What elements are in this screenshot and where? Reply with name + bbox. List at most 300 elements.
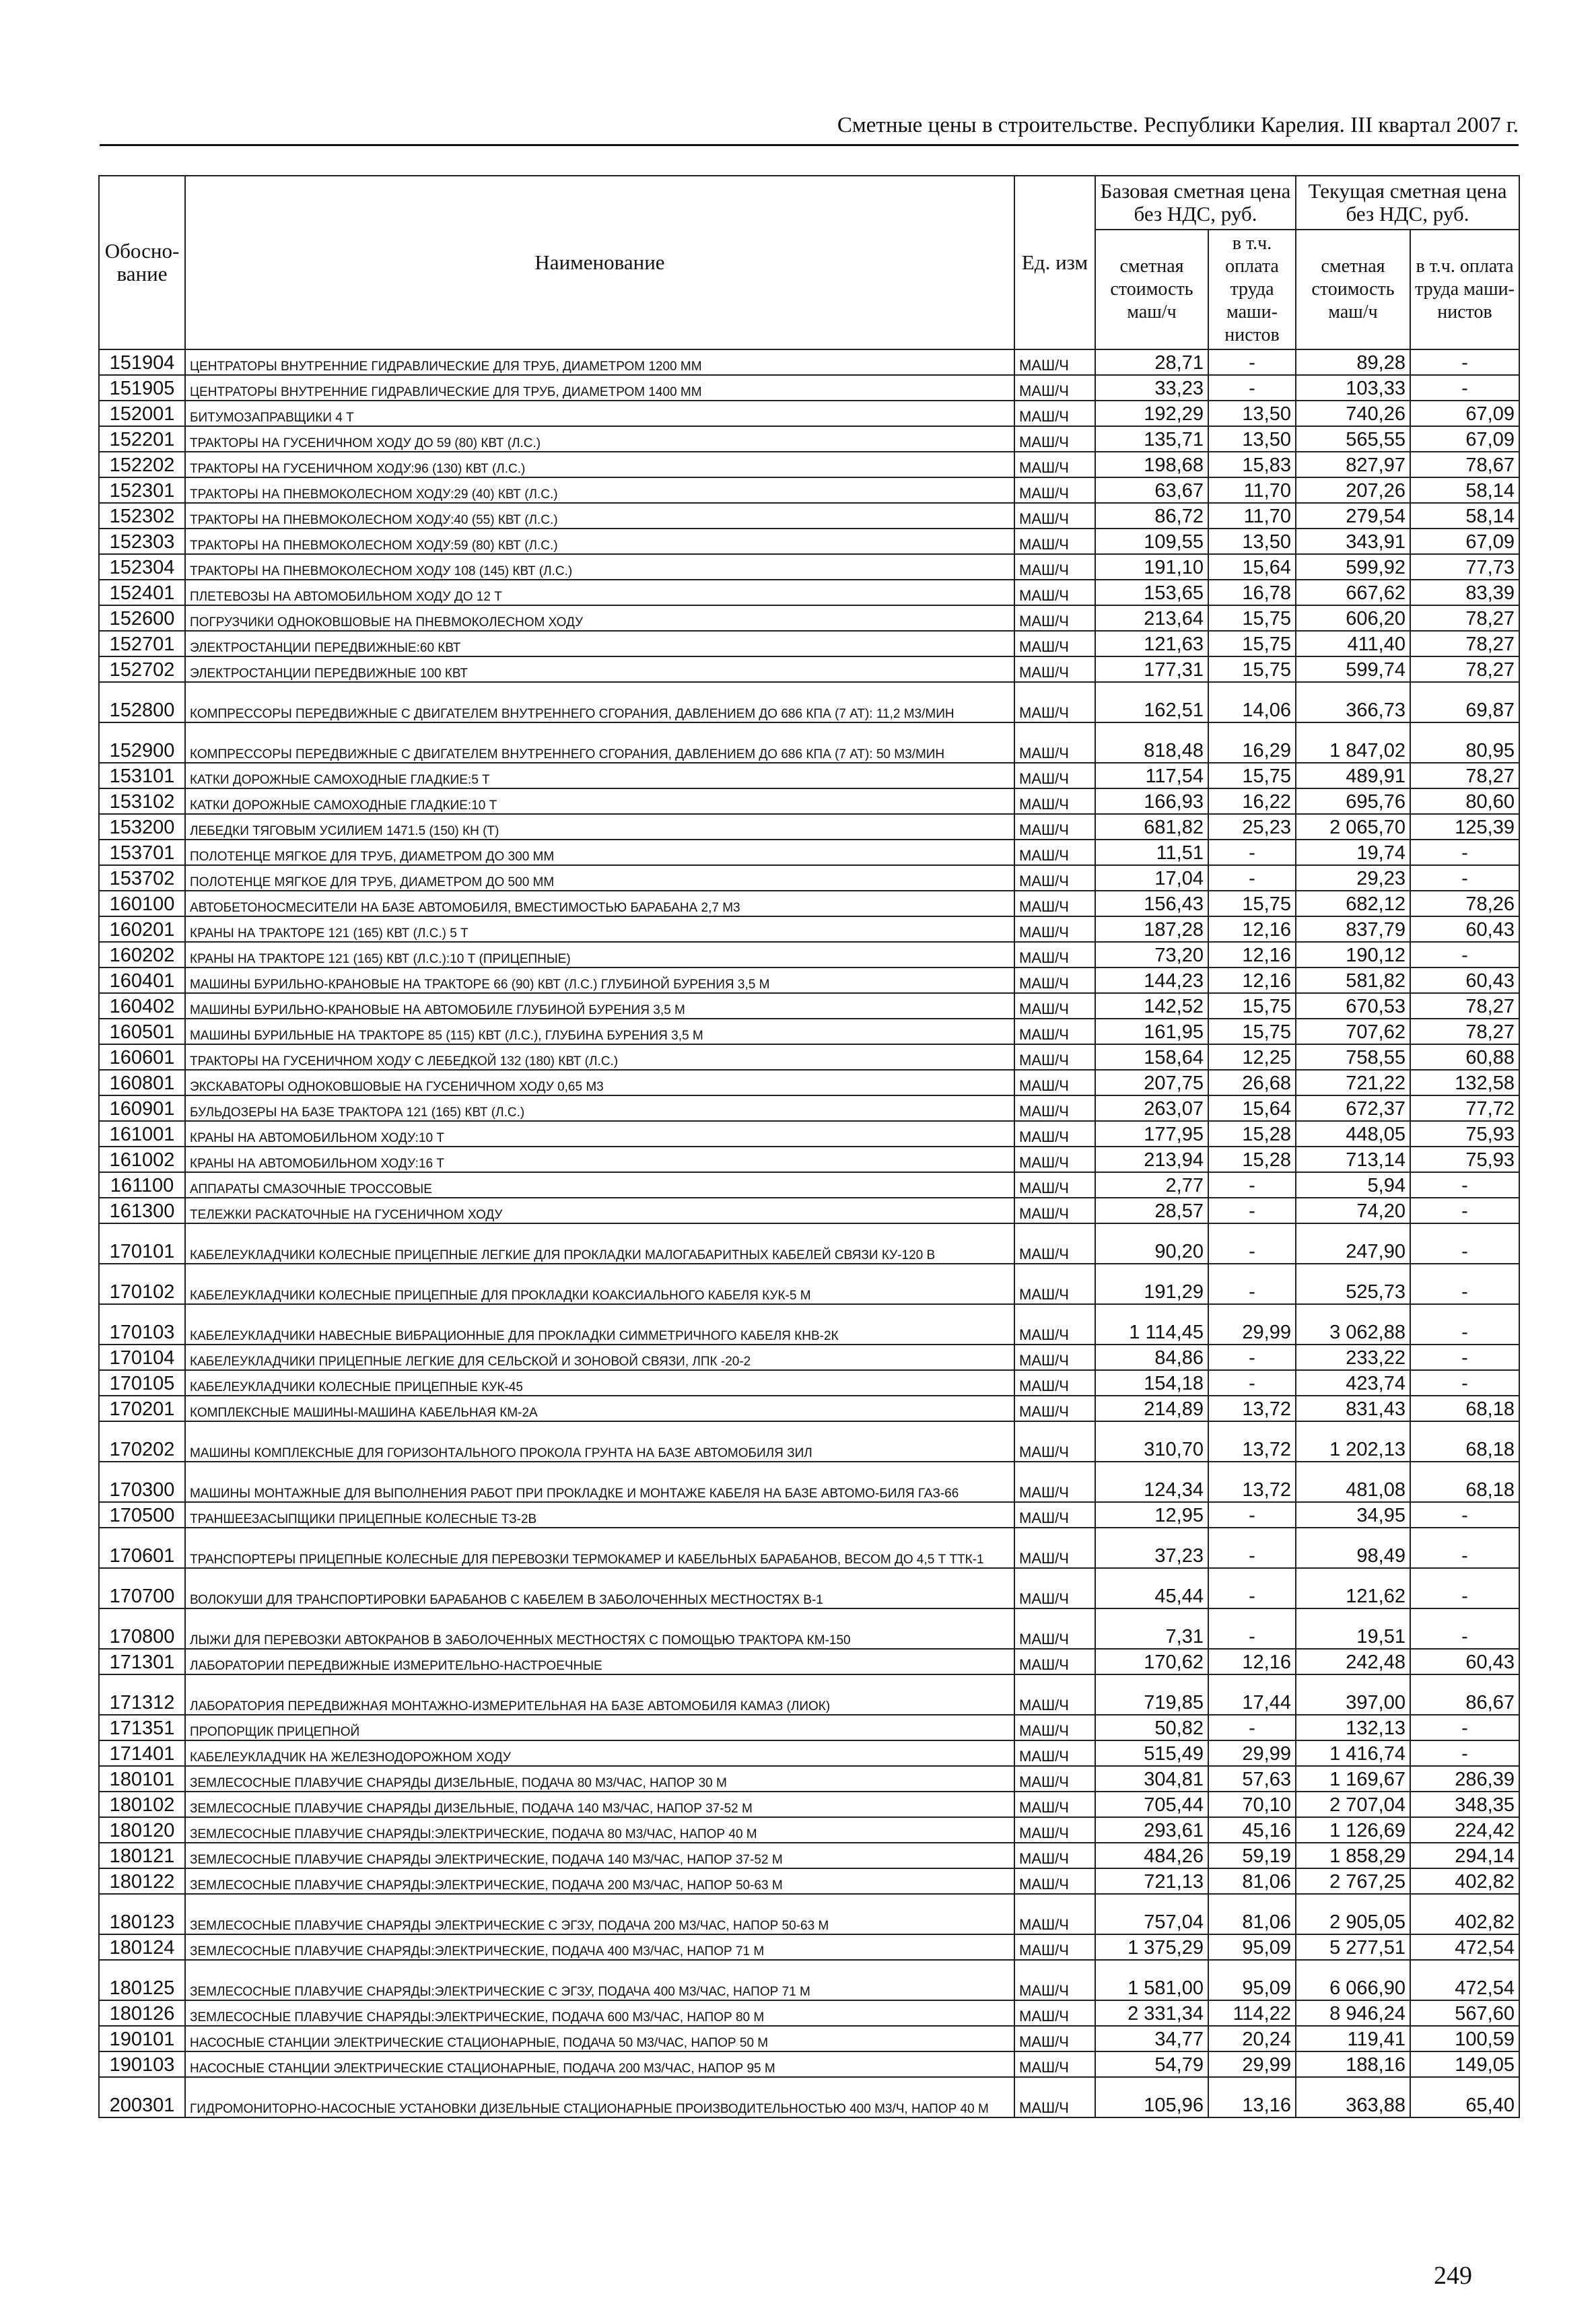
row-current-cost: 837,79 [1296,916,1410,942]
row-code: 180124 [99,1934,185,1960]
row-unit: МАШ/Ч [1014,503,1095,529]
row-code: 170201 [99,1396,185,1421]
row-base-labor: 13,72 [1208,1396,1296,1421]
row-name: КАБЕЛЕУКЛАДЧИКИ НАВЕСНЫЕ ВИБРАЦИОННЫЕ ДЛЯ ПРОКЛАДКИ СИММЕТРИЧНОГО КАБЕЛЯ КНВ-2К [185,1304,1014,1345]
row-code: 153101 [99,763,185,788]
row-code: 152702 [99,656,185,682]
row-base-cost: 11,51 [1095,840,1208,865]
table-row [99,1934,1519,1960]
row-current-cost: 19,74 [1296,840,1410,865]
row-name: ТРАКТОРЫ НА ПНЕВМОКОЛЕСНОМ ХОДУ:59 (80) КВТ (Л.С.) [185,529,1014,554]
row-base-cost: 757,04 [1095,1894,1208,1934]
row-current-labor: - [1410,1740,1519,1766]
table-row [99,1223,1519,1264]
row-base-cost: 63,67 [1095,477,1208,503]
row-current-cost: 448,05 [1296,1121,1410,1147]
table-row [99,1528,1519,1568]
row-base-cost: 121,63 [1095,631,1208,656]
row-code: 160601 [99,1044,185,1070]
table-row [99,1674,1519,1715]
row-unit: МАШ/Ч [1014,942,1095,967]
row-current-cost: 2 065,70 [1296,814,1410,840]
row-current-labor: 68,18 [1410,1421,1519,1462]
row-current-cost: 670,53 [1296,993,1410,1019]
row-base-labor: 12,25 [1208,1044,1296,1070]
table-row [99,2026,1519,2051]
row-name: ЛЫЖИ ДЛЯ ПЕРЕВОЗКИ АВТОКРАНОВ В ЗАБОЛОЧЕННЫХ МЕСТНОСТЯХ С ПОМОЩЬЮ ТРАКТОРА КМ-150 [185,1608,1014,1649]
row-base-labor: - [1208,1528,1296,1568]
row-base-cost: 117,54 [1095,763,1208,788]
row-unit: МАШ/Ч [1014,840,1095,865]
row-base-labor: 13,50 [1208,426,1296,452]
row-base-labor: - [1208,1502,1296,1528]
row-current-labor: - [1410,942,1519,967]
row-current-labor: 78,26 [1410,891,1519,916]
header-current-labor: в т.ч. оплата труда маши-нистов [1410,230,1519,349]
row-unit: МАШ/Ч [1014,891,1095,916]
row-name: ПОЛОТЕНЦЕ МЯГКОЕ ДЛЯ ТРУБ, ДИАМЕТРОМ ДО 300 ММ [185,840,1014,865]
row-base-labor: 13,72 [1208,1462,1296,1502]
row-name: ТРАКТОРЫ НА ПНЕВМОКОЛЕСНОМ ХОДУ 108 (145) КВТ (Л.С.) [185,554,1014,580]
row-current-cost: 233,22 [1296,1345,1410,1370]
row-base-labor: 13,72 [1208,1421,1296,1462]
row-current-labor: 60,43 [1410,1649,1519,1674]
row-base-cost: 213,64 [1095,605,1208,631]
row-base-cost: 166,93 [1095,788,1208,814]
row-current-labor: 75,93 [1410,1147,1519,1172]
table-row [99,1345,1519,1370]
table-row [99,722,1519,763]
row-name: ТРАНШЕЕЗАСЫПЩИКИ ПРИЦЕПНЫЕ КОЛЕСНЫЕ ТЗ-2В [185,1502,1014,1528]
row-current-cost: 397,00 [1296,1674,1410,1715]
row-current-cost: 119,41 [1296,2026,1410,2051]
row-current-cost: 831,43 [1296,1396,1410,1421]
row-current-cost: 89,28 [1296,349,1410,375]
row-base-labor: 15,28 [1208,1147,1296,1172]
row-current-labor: 78,27 [1410,1019,1519,1044]
row-current-cost: 423,74 [1296,1370,1410,1396]
row-code: 161002 [99,1147,185,1172]
header-base-cost: сметная стоимость маш/ч [1095,230,1208,349]
row-code: 170101 [99,1223,185,1264]
row-base-cost: 153,65 [1095,580,1208,605]
row-base-cost: 73,20 [1095,942,1208,967]
table-row [99,1198,1519,1223]
row-base-labor: 25,23 [1208,814,1296,840]
table-row [99,1792,1519,1817]
row-current-cost: 247,90 [1296,1223,1410,1264]
row-unit: МАШ/Ч [1014,349,1095,375]
table-body [99,349,1519,2117]
row-base-cost: 156,43 [1095,891,1208,916]
row-code: 152600 [99,605,185,631]
row-unit: МАШ/Ч [1014,2026,1095,2051]
row-current-cost: 1 202,13 [1296,1421,1410,1462]
row-code: 171301 [99,1649,185,1674]
row-unit: МАШ/Ч [1014,916,1095,942]
row-code: 161100 [99,1172,185,1198]
row-base-cost: 54,79 [1095,2051,1208,2077]
row-base-cost: 12,95 [1095,1502,1208,1528]
row-base-cost: 17,04 [1095,865,1208,891]
row-base-cost: 45,44 [1095,1568,1208,1608]
row-name: БИТУМОЗАПРАВЩИКИ 4 Т [185,401,1014,426]
row-base-labor: 15,28 [1208,1121,1296,1147]
table-row [99,840,1519,865]
row-current-labor: 78,27 [1410,993,1519,1019]
row-current-labor: - [1410,1304,1519,1345]
row-code: 152701 [99,631,185,656]
row-code: 152202 [99,452,185,477]
row-unit: МАШ/Ч [1014,1502,1095,1528]
table-row [99,788,1519,814]
table-row [99,1715,1519,1740]
row-current-labor: 132,58 [1410,1070,1519,1095]
table-row [99,1421,1519,1462]
row-name: ЛАБОРАТОРИИ ПЕРЕДВИЖНЫЕ ИЗМЕРИТЕЛЬНО-НАСТРОЕЧНЫЕ [185,1649,1014,1674]
row-current-cost: 279,54 [1296,503,1410,529]
row-current-labor: 60,43 [1410,967,1519,993]
row-base-labor: - [1208,1223,1296,1264]
row-current-cost: 411,40 [1296,631,1410,656]
row-current-cost: 98,49 [1296,1528,1410,1568]
row-code: 190101 [99,2026,185,2051]
row-current-labor: - [1410,1264,1519,1304]
header-current-cost: сметная стоимость маш/ч [1296,230,1410,349]
row-current-labor: - [1410,840,1519,865]
row-unit: МАШ/Ч [1014,1462,1095,1502]
row-code: 180101 [99,1766,185,1792]
page-number: 249 [1434,2262,1472,2290]
row-code: 170102 [99,1264,185,1304]
row-unit: МАШ/Ч [1014,1421,1095,1462]
row-unit: МАШ/Ч [1014,1868,1095,1894]
table-row [99,682,1519,722]
row-current-cost: 682,12 [1296,891,1410,916]
row-base-cost: 33,23 [1095,375,1208,401]
row-code: 160202 [99,942,185,967]
row-current-cost: 188,16 [1296,2051,1410,2077]
row-code: 152301 [99,477,185,503]
row-code: 170202 [99,1421,185,1462]
row-unit: МАШ/Ч [1014,426,1095,452]
header-name: Наименование [185,176,1014,349]
row-current-cost: 103,33 [1296,375,1410,401]
row-current-labor: 78,27 [1410,631,1519,656]
row-base-labor: - [1208,1264,1296,1304]
row-unit: МАШ/Ч [1014,1198,1095,1223]
row-current-labor: 69,87 [1410,682,1519,722]
row-base-labor: 15,75 [1208,1019,1296,1044]
row-name: НАСОСНЫЕ СТАНЦИИ ЭЛЕКТРИЧЕСКИЕ СТАЦИОНАРНЫЕ, ПОДАЧА 50 М3/ЧАС, НАПОР 50 М [185,2026,1014,2051]
row-unit: МАШ/Ч [1014,1934,1095,1960]
row-unit: МАШ/Ч [1014,1792,1095,1817]
table-row [99,1147,1519,1172]
row-name: КОМПРЕССОРЫ ПЕРЕДВИЖНЫЕ С ДВИГАТЕЛЕМ ВНУТРЕННЕГО СГОРАНИЯ, ДАВЛЕНИЕМ ДО 686 КПА (7 АТ): 50 М3/МИН [185,722,1014,763]
table-row [99,1172,1519,1198]
row-base-cost: 162,51 [1095,682,1208,722]
row-base-cost: 818,48 [1095,722,1208,763]
table-row [99,2077,1519,2117]
row-base-cost: 207,75 [1095,1070,1208,1095]
table-row [99,580,1519,605]
row-base-cost: 293,61 [1095,1817,1208,1843]
row-current-labor: - [1410,1568,1519,1608]
row-current-labor: 80,95 [1410,722,1519,763]
row-base-cost: 2,77 [1095,1172,1208,1198]
row-base-labor: 59,19 [1208,1843,1296,1868]
row-code: 160100 [99,891,185,916]
row-current-labor: - [1410,1370,1519,1396]
row-name: ТРАНСПОРТЕРЫ ПРИЦЕПНЫЕ КОЛЕСНЫЕ ДЛЯ ПЕРЕВОЗКИ ТЕРМОКАМЕР И КАБЕЛЬНЫХ БАРАБАНОВ, ВЕСОМ ДО 4,5 Т ТТК-1 [185,1528,1014,1568]
row-current-cost: 343,91 [1296,529,1410,554]
row-unit: МАШ/Ч [1014,375,1095,401]
row-base-cost: 705,44 [1095,1792,1208,1817]
row-name: НАСОСНЫЕ СТАНЦИИ ЭЛЕКТРИЧЕСКИЕ СТАЦИОНАРНЫЕ, ПОДАЧА 200 М3/ЧАС, НАПОР 95 М [185,2051,1014,2077]
row-current-labor: - [1410,1502,1519,1528]
row-unit: МАШ/Ч [1014,1095,1095,1121]
running-header: Сметные цены в строительстве. Республики Карелия. III квартал 2007 г. [837,113,1519,137]
row-code: 190103 [99,2051,185,2077]
row-current-labor: 286,39 [1410,1766,1519,1792]
table-row [99,1044,1519,1070]
row-current-labor: - [1410,1172,1519,1198]
row-name: МАШИНЫ БУРИЛЬНО-КРАНОВЫЕ НА АВТОМОБИЛЕ ГЛУБИНОЙ БУРЕНИЯ 3,5 М [185,993,1014,1019]
row-unit: МАШ/Ч [1014,1264,1095,1304]
row-name: ГИДРОМОНИТОРНО-НАСОСНЫЕ УСТАНОВКИ ДИЗЕЛЬНЫЕ СТАЦИОНАРНЫЕ ПРОИЗВОДИТЕЛЬНОСТЬЮ 400 М3/Ч, НАПОР 40 М [185,2077,1014,2117]
row-base-labor: 15,83 [1208,452,1296,477]
row-code: 170700 [99,1568,185,1608]
row-current-labor: 60,43 [1410,916,1519,942]
row-name: ПОЛОТЕНЦЕ МЯГКОЕ ДЛЯ ТРУБ, ДИАМЕТРОМ ДО 500 ММ [185,865,1014,891]
row-code: 170103 [99,1304,185,1345]
row-base-cost: 187,28 [1095,916,1208,942]
header-unit: Ед. изм [1014,176,1095,349]
row-current-labor: 60,88 [1410,1044,1519,1070]
row-current-labor: 67,09 [1410,401,1519,426]
row-name: ЭЛЕКТРОСТАНЦИИ ПЕРЕДВИЖНЫЕ 100 КВТ [185,656,1014,682]
table-row [99,554,1519,580]
row-current-labor: 125,39 [1410,814,1519,840]
table-row [99,891,1519,916]
row-current-labor: 78,67 [1410,452,1519,477]
row-name: ЗЕМЛЕСОСНЫЕ ПЛАВУЧИЕ СНАРЯДЫ:ЭЛЕКТРИЧЕСКИЕ, ПОДАЧА 80 М3/ЧАС, НАПОР 40 М [185,1817,1014,1843]
row-base-labor: 20,24 [1208,2026,1296,2051]
table-row [99,1502,1519,1528]
row-base-cost: 34,77 [1095,2026,1208,2051]
row-current-labor: 348,35 [1410,1792,1519,1817]
row-code: 153200 [99,814,185,840]
row-current-labor: 78,27 [1410,605,1519,631]
row-current-labor: 65,40 [1410,2077,1519,2117]
row-base-cost: 2 331,34 [1095,2000,1208,2026]
row-current-labor: 67,09 [1410,529,1519,554]
row-name: ЗЕМЛЕСОСНЫЕ ПЛАВУЧИЕ СНАРЯДЫ ДИЗЕЛЬНЫЕ, ПОДАЧА 80 М3/ЧАС, НАПОР 30 М [185,1766,1014,1792]
row-current-cost: 1 858,29 [1296,1843,1410,1868]
row-current-labor: - [1410,1528,1519,1568]
header-base-price: Базовая сметная цена без НДС, руб. [1095,176,1296,230]
row-unit: МАШ/Ч [1014,1528,1095,1568]
table-row [99,1019,1519,1044]
row-code: 153701 [99,840,185,865]
row-code: 153102 [99,788,185,814]
table-row [99,1396,1519,1421]
row-base-labor: - [1208,375,1296,401]
table-row [99,631,1519,656]
row-name: ТРАКТОРЫ НА ПНЕВМОКОЛЕСНОМ ХОДУ:40 (55) КВТ (Л.С.) [185,503,1014,529]
row-base-labor: 29,99 [1208,1740,1296,1766]
row-current-cost: 366,73 [1296,682,1410,722]
row-current-labor: 78,27 [1410,656,1519,682]
row-base-labor: 114,22 [1208,2000,1296,2026]
row-current-cost: 581,82 [1296,967,1410,993]
row-unit: МАШ/Ч [1014,1817,1095,1843]
row-current-labor: - [1410,1608,1519,1649]
row-name: ПРОПОРЩИК ПРИЦЕПНОЙ [185,1715,1014,1740]
row-current-cost: 2 767,25 [1296,1868,1410,1894]
row-current-cost: 29,23 [1296,865,1410,891]
row-name: ЗЕМЛЕСОСНЫЕ ПЛАВУЧИЕ СНАРЯДЫ:ЭЛЕКТРИЧЕСКИЕ, ПОДАЧА 600 М3/ЧАС, НАПОР 80 М [185,2000,1014,2026]
row-base-cost: 1 114,45 [1095,1304,1208,1345]
row-base-cost: 484,26 [1095,1843,1208,1868]
row-code: 171312 [99,1674,185,1715]
row-name: МАШИНЫ МОНТАЖНЫЕ ДЛЯ ВЫПОЛНЕНИЯ РАБОТ ПРИ ПРОКЛАДКЕ И МОНТАЖЕ КАБЕЛЯ НА БАЗЕ АВТОМО-БИЛЯ ГАЗ-66 [185,1462,1014,1502]
row-base-labor: 13,16 [1208,2077,1296,2117]
row-name: ТРАКТОРЫ НА ГУСЕНИЧНОМ ХОДУ С ЛЕБЕДКОЙ 132 (180) КВТ (Л.С.) [185,1044,1014,1070]
row-name: АВТОБЕТОНОСМЕСИТЕЛИ НА БАЗЕ АВТОМОБИЛЯ, ВМЕСТИМОСТЬЮ БАРАБАНА 2,7 М3 [185,891,1014,916]
row-base-labor: 15,75 [1208,993,1296,1019]
table-row [99,401,1519,426]
row-unit: МАШ/Ч [1014,1766,1095,1792]
row-code: 151905 [99,375,185,401]
table-row [99,1462,1519,1502]
row-base-labor: 12,16 [1208,916,1296,942]
table-row [99,426,1519,452]
row-name: ВОЛОКУШИ ДЛЯ ТРАНСПОРТИРОВКИ БАРАБАНОВ С КАБЕЛЕМ В ЗАБОЛОЧЕННЫХ МЕСТНОСТЯХ В-1 [185,1568,1014,1608]
table-row [99,2000,1519,2026]
row-base-labor: 16,78 [1208,580,1296,605]
row-code: 180123 [99,1894,185,1934]
row-unit: МАШ/Ч [1014,1740,1095,1766]
row-current-labor: 75,93 [1410,1121,1519,1147]
row-code: 152001 [99,401,185,426]
row-name: МАШИНЫ КОМПЛЕКСНЫЕ ДЛЯ ГОРИЗОНТАЛЬНОГО ПРОКОЛА ГРУНТА НА БАЗЕ АВТОМОБИЛЯ ЗИЛ [185,1421,1014,1462]
table-row [99,1568,1519,1608]
row-base-labor: - [1208,840,1296,865]
row-current-cost: 695,76 [1296,788,1410,814]
table-row [99,503,1519,529]
row-current-labor: 402,82 [1410,1868,1519,1894]
row-current-labor: 78,27 [1410,763,1519,788]
row-current-labor: 77,72 [1410,1095,1519,1121]
row-base-labor: 57,63 [1208,1766,1296,1792]
row-base-labor: 12,16 [1208,942,1296,967]
row-code: 160201 [99,916,185,942]
row-code: 160901 [99,1095,185,1121]
row-current-labor: - [1410,349,1519,375]
row-current-cost: 489,91 [1296,763,1410,788]
row-current-cost: 672,37 [1296,1095,1410,1121]
row-current-labor: 80,60 [1410,788,1519,814]
row-base-cost: 135,71 [1095,426,1208,452]
row-name: ЦЕНТРАТОРЫ ВНУТРЕННИЕ ГИДРАВЛИЧЕСКИЕ ДЛЯ ТРУБ, ДИАМЕТРОМ 1200 ММ [185,349,1014,375]
row-current-labor: - [1410,1198,1519,1223]
row-unit: МАШ/Ч [1014,580,1095,605]
table-row [99,477,1519,503]
row-code: 160402 [99,993,185,1019]
table-row [99,1649,1519,1674]
row-base-cost: 105,96 [1095,2077,1208,2117]
row-current-labor: 472,54 [1410,1934,1519,1960]
row-name: КАБЕЛЕУКЛАДЧИКИ КОЛЕСНЫЕ ПРИЦЕПНЫЕ ЛЕГКИЕ ДЛЯ ПРОКЛАДКИ МАЛОГАБАРИТНЫХ КАБЕЛЕЙ СВЯЗИ КУ-120 В [185,1223,1014,1264]
row-unit: МАШ/Ч [1014,1121,1095,1147]
row-base-labor: 15,64 [1208,554,1296,580]
row-unit: МАШ/Ч [1014,1608,1095,1649]
row-code: 152401 [99,580,185,605]
row-base-cost: 90,20 [1095,1223,1208,1264]
row-current-cost: 1 416,74 [1296,1740,1410,1766]
row-unit: МАШ/Ч [1014,452,1095,477]
row-unit: МАШ/Ч [1014,1019,1095,1044]
row-code: 180120 [99,1817,185,1843]
row-base-labor: - [1208,1608,1296,1649]
row-code: 160501 [99,1019,185,1044]
row-name: ПЛЕТЕВОЗЫ НА АВТОМОБИЛЬНОМ ХОДУ ДО 12 Т [185,580,1014,605]
row-name: КРАНЫ НА ТРАКТОРЕ 121 (165) КВТ (Л.С.) 5 Т [185,916,1014,942]
row-unit: МАШ/Ч [1014,1894,1095,1934]
row-unit: МАШ/Ч [1014,967,1095,993]
header-current-price: Текущая сметная цена без НДС, руб. [1296,176,1519,230]
row-current-cost: 599,92 [1296,554,1410,580]
row-current-cost: 6 066,90 [1296,1960,1410,2000]
row-base-cost: 719,85 [1095,1674,1208,1715]
row-name: ЭКСКАВАТОРЫ ОДНОКОВШОВЫЕ НА ГУСЕНИЧНОМ ХОДУ 0,65 М3 [185,1070,1014,1095]
row-unit: МАШ/Ч [1014,682,1095,722]
table-row [99,1894,1519,1934]
row-unit: МАШ/Ч [1014,722,1095,763]
row-base-labor: 29,99 [1208,2051,1296,2077]
row-code: 152900 [99,722,185,763]
row-base-labor: 16,29 [1208,722,1296,763]
row-current-labor: 402,82 [1410,1894,1519,1934]
row-current-labor: 77,73 [1410,554,1519,580]
row-base-labor: 15,75 [1208,656,1296,682]
row-current-cost: 721,22 [1296,1070,1410,1095]
row-base-labor: 13,50 [1208,529,1296,554]
row-base-labor: - [1208,1172,1296,1198]
row-current-cost: 740,26 [1296,401,1410,426]
table-row [99,1766,1519,1792]
row-current-cost: 713,14 [1296,1147,1410,1172]
row-base-labor: 15,75 [1208,891,1296,916]
row-base-labor: 70,10 [1208,1792,1296,1817]
row-current-labor: 86,67 [1410,1674,1519,1715]
row-unit: МАШ/Ч [1014,1070,1095,1095]
row-unit: МАШ/Ч [1014,1396,1095,1421]
row-code: 200301 [99,2077,185,2117]
row-base-labor: 95,09 [1208,1934,1296,1960]
table-row [99,452,1519,477]
row-base-cost: 192,29 [1095,401,1208,426]
row-unit: МАШ/Ч [1014,865,1095,891]
row-code: 151904 [99,349,185,375]
row-current-labor: 68,18 [1410,1396,1519,1421]
row-code: 152303 [99,529,185,554]
row-name: ТРАКТОРЫ НА ПНЕВМОКОЛЕСНОМ ХОДУ:29 (40) КВТ (Л.С.) [185,477,1014,503]
row-current-cost: 565,55 [1296,426,1410,452]
row-base-labor: 81,06 [1208,1894,1296,1934]
row-unit: МАШ/Ч [1014,1715,1095,1740]
